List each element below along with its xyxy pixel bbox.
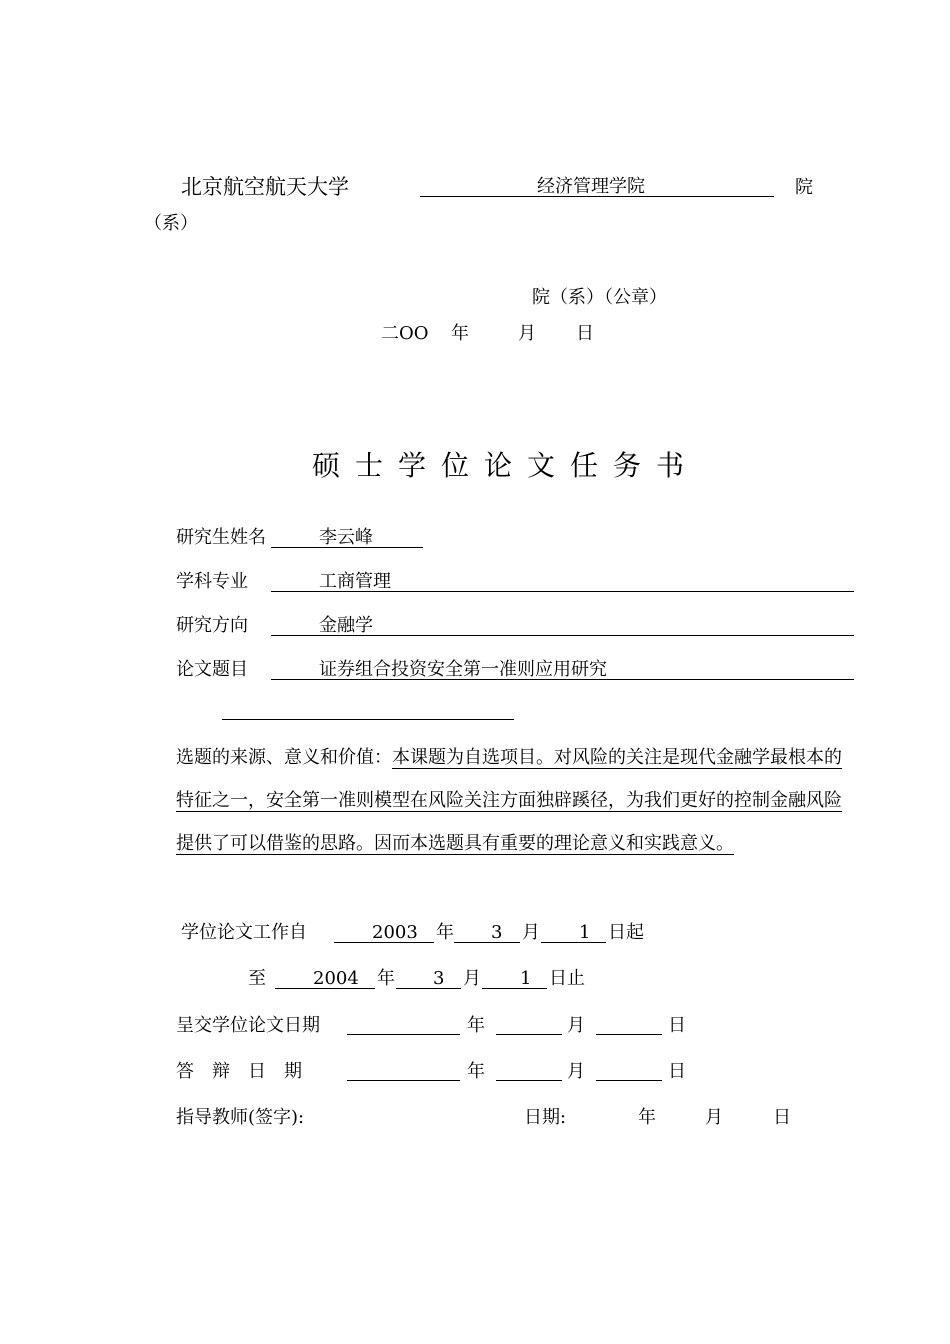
defense-day-underline	[596, 1080, 662, 1081]
submit-year-underline	[347, 1034, 460, 1035]
from-label: 学位论文工作自	[181, 922, 307, 943]
topic-continuation-underline	[222, 719, 514, 720]
sign-month-unit: 月	[705, 1107, 723, 1128]
from-day-underline	[541, 942, 606, 943]
defense-year-underline	[347, 1080, 460, 1081]
defense-day-unit: 日	[668, 1061, 686, 1082]
sign-year-unit: 年	[638, 1107, 656, 1128]
to-month-underline	[396, 988, 461, 989]
from-year-unit: 年	[436, 922, 454, 943]
major-value: 工商管理	[319, 571, 391, 592]
defense-year-unit: 年	[467, 1061, 485, 1082]
source-text: 本课题为自选项目。对风险的关注是现代金融学最根本的特征之一，安全第一准则模型在风险关注方面独辟蹊径，为我们更好的控制金融风险提供了可以借鉴的思路。因而本选题具有重要的理论意义和实践意义。	[176, 747, 842, 854]
name-value: 李云峰	[319, 527, 373, 548]
from-suffix: 日起	[608, 922, 644, 943]
to-month: 3	[433, 968, 445, 989]
from-month-underline	[454, 942, 520, 943]
to-label: 至	[248, 968, 266, 989]
sign-date-label: 日期:	[524, 1107, 567, 1128]
source-label: 选题的来源、意义和价值：	[176, 747, 392, 768]
from-year: 2003	[372, 922, 418, 943]
to-month-unit: 月	[463, 968, 481, 989]
submit-label: 呈交学位论文日期	[176, 1015, 320, 1036]
submit-year-unit: 年	[467, 1015, 485, 1036]
university-name: 北京航空航天大学	[181, 175, 349, 199]
submit-day-underline	[596, 1034, 662, 1035]
seal-label: 院（系）（公章）	[532, 287, 667, 308]
to-day: 1	[520, 968, 532, 989]
submit-month-unit: 月	[567, 1015, 585, 1036]
to-day-underline	[482, 988, 547, 989]
header-date-prefix: 二OO	[381, 323, 429, 344]
to-year-unit: 年	[377, 968, 395, 989]
defense-month-underline	[496, 1080, 562, 1081]
document-title: 硕士学位论文任务书	[312, 449, 700, 482]
defense-label: 答 辩 日 期	[176, 1061, 302, 1082]
sign-day-unit: 日	[773, 1107, 791, 1128]
direction-value: 金融学	[319, 615, 373, 636]
to-suffix: 日止	[549, 968, 585, 989]
direction-label: 研究方向	[176, 615, 248, 636]
source-paragraph	[176, 736, 848, 865]
from-month-unit: 月	[522, 922, 540, 943]
header-day: 日	[576, 323, 594, 344]
defense-month-unit: 月	[567, 1061, 585, 1082]
submit-day-unit: 日	[668, 1015, 686, 1036]
name-label: 研究生姓名	[176, 527, 266, 548]
submit-month-underline	[496, 1034, 562, 1035]
major-label: 学科专业	[176, 571, 248, 592]
header-year: 年	[451, 323, 469, 344]
to-year: 2004	[313, 968, 359, 989]
topic-label: 论文题目	[176, 659, 248, 680]
header-month: 月	[518, 323, 536, 344]
from-day: 1	[579, 922, 591, 943]
from-month: 3	[491, 922, 503, 943]
advisor-label: 指导教师(签字):	[176, 1107, 305, 1128]
yuan-label: 院	[795, 177, 813, 198]
xi-label: （系）	[144, 213, 198, 234]
school-name: 经济管理学院	[537, 176, 645, 197]
topic-value: 证券组合投资安全第一准则应用研究	[319, 659, 607, 680]
